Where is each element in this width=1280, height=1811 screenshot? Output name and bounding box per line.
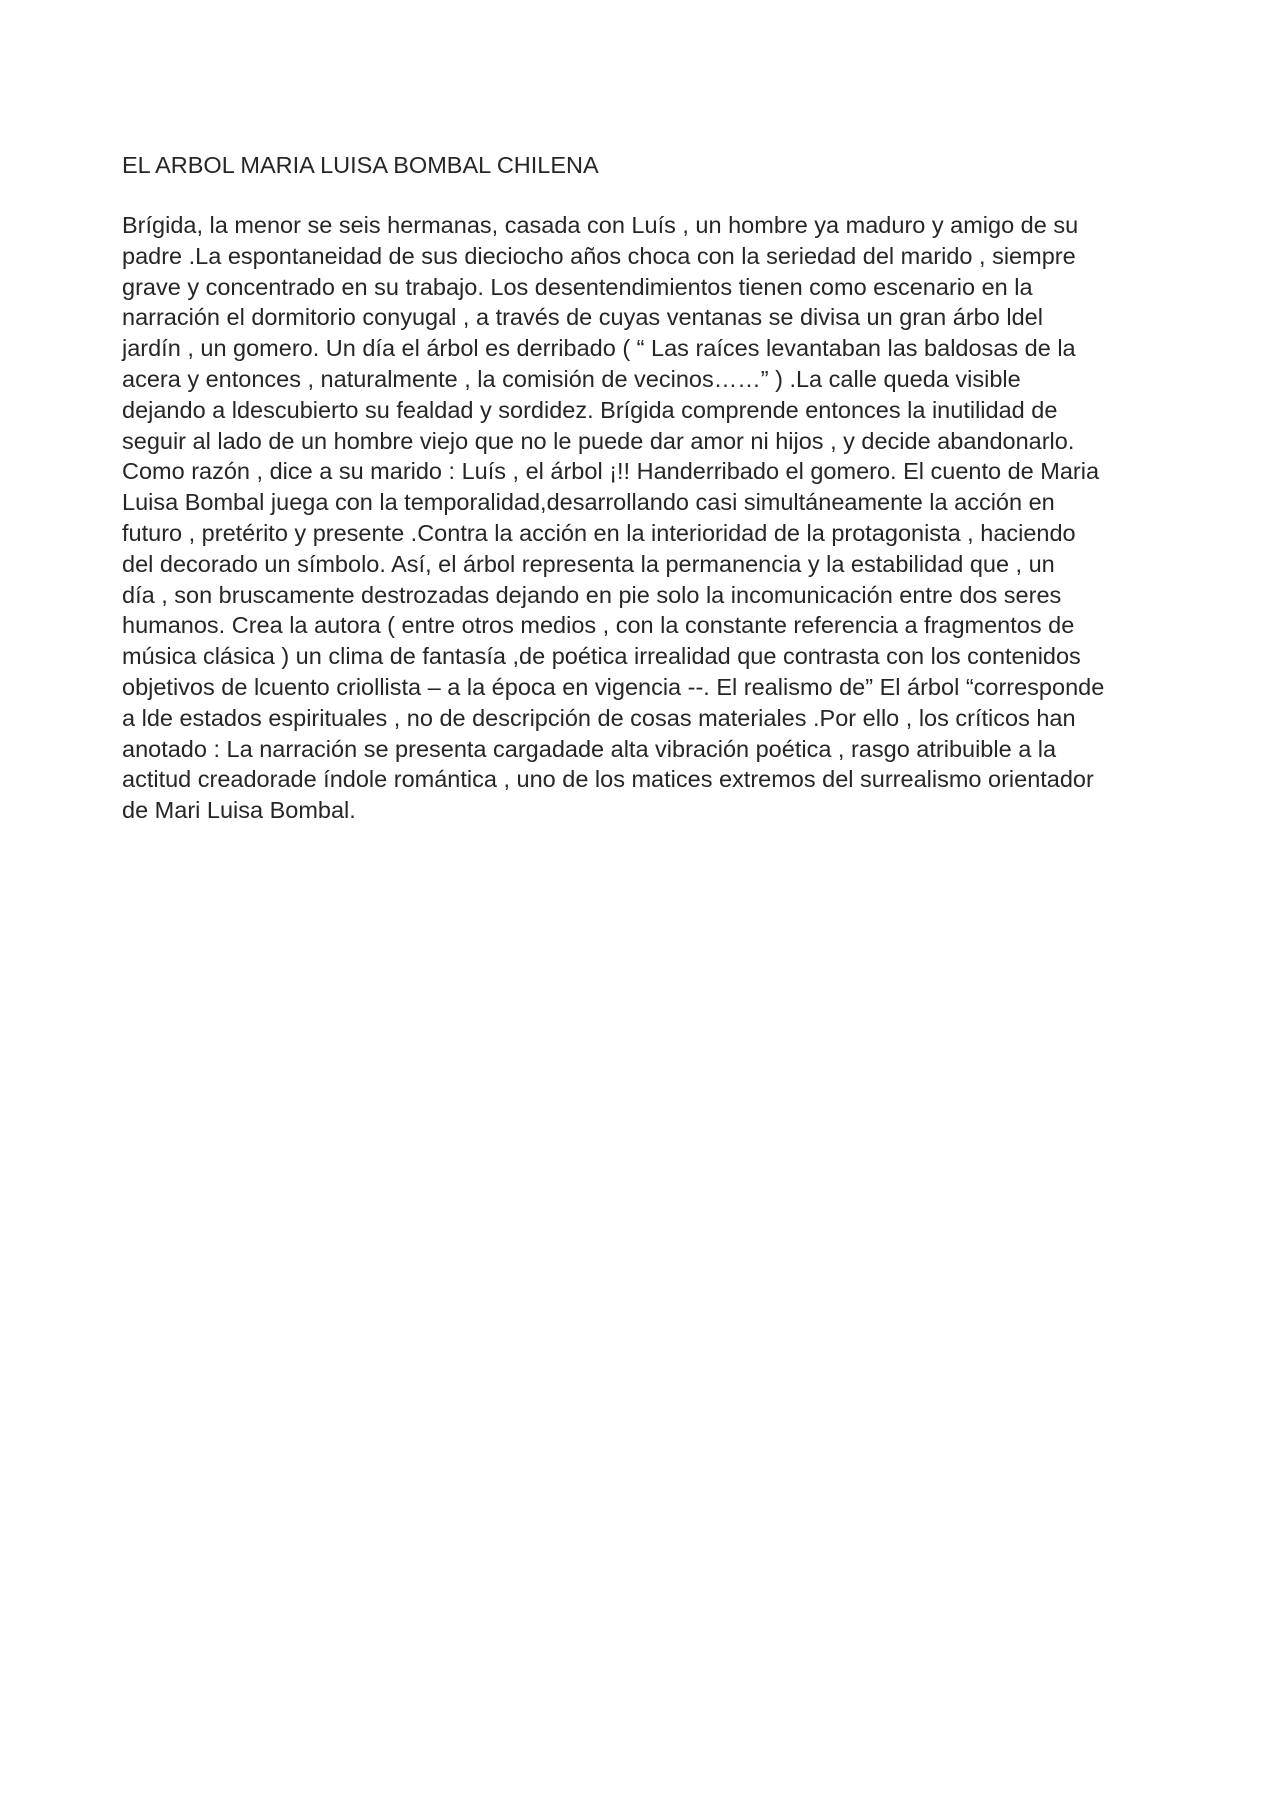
- paragraph-line: a lde estados espirituales , no de descripción de cosas materiales .Por ello , los críticos han: [122, 704, 1076, 731]
- paragraph-line: acera y entonces , naturalmente , la comisión de vecinos……” ) .La calle queda visible: [122, 365, 1021, 392]
- document-title: EL ARBOL MARIA LUISA BOMBAL CHILENA: [122, 152, 599, 178]
- paragraph-line: día , son bruscamente destrozadas dejando en pie solo la incomunicación entre dos seres: [122, 581, 1062, 608]
- paragraph-line: jardín , un gomero. Un día el árbol es derribado ( “ Las raíces levantaban las baldosas de la: [122, 335, 1076, 362]
- paragraph-line: Luisa Bombal juega con la temporalidad,desarrollando casi simultáneamente la acción en: [122, 489, 1055, 516]
- paragraph-line: Como razón , dice a su marido : Luís , el árbol ¡!! Handerribado el gomero. El cuento de Maria: [122, 458, 1100, 485]
- paragraph-line: actitud creadorade índole romántica , uno de los matices extremos del surrealismo orientador: [122, 766, 1094, 793]
- paragraph-line: anotado : La narración se presenta cargadade alta vibración poética , rasgo atribuible a la: [122, 735, 1057, 762]
- paragraph-line: narración el dormitorio conyugal , a través de cuyas ventanas se divisa un gran árbo ldel: [122, 304, 1043, 331]
- paragraph-line: humanos. Crea la autora ( entre otros medios , con la constante referencia a fragmentos de: [122, 612, 1075, 639]
- paragraph-line: de Mari Luisa Bombal.: [122, 797, 356, 824]
- paragraph-line: objetivos de lcuento criollista – a la época en vigencia --. El realismo de” El árbol “corresponde: [122, 673, 1105, 700]
- paragraph-line: del decorado un símbolo. Así, el árbol representa la permanencia y la estabilidad que , un: [122, 550, 1055, 577]
- paragraph-line: padre .La espontaneidad de sus dieciocho años choca con la seriedad del marido , siempre: [122, 242, 1076, 269]
- document-body-paragraph: [122, 210, 1172, 826]
- paragraph-line: seguir al lado de un hombre viejo que no le puede dar amor ni hijos , y decide abandonarlo.: [122, 427, 1075, 454]
- document-content: [122, 150, 1172, 826]
- paragraph-line: dejando a ldescubierto su fealdad y sordidez. Brígida comprende entonces la inutilidad de: [122, 396, 1058, 423]
- paragraph-line: futuro , pretérito y presente .Contra la acción en la interioridad de la protagonista , haciendo: [122, 519, 1076, 546]
- paragraph-line: Brígida, la menor se seis hermanas, casada con Luís , un hombre ya maduro y amigo de su: [122, 212, 1079, 238]
- paragraph-line: grave y concentrado en su trabajo. Los desentendimientos tienen como escenario en la: [122, 273, 1033, 300]
- paragraph-line: música clásica ) un clima de fantasía ,de poética irrealidad que contrasta con los contenidos: [122, 643, 1081, 670]
